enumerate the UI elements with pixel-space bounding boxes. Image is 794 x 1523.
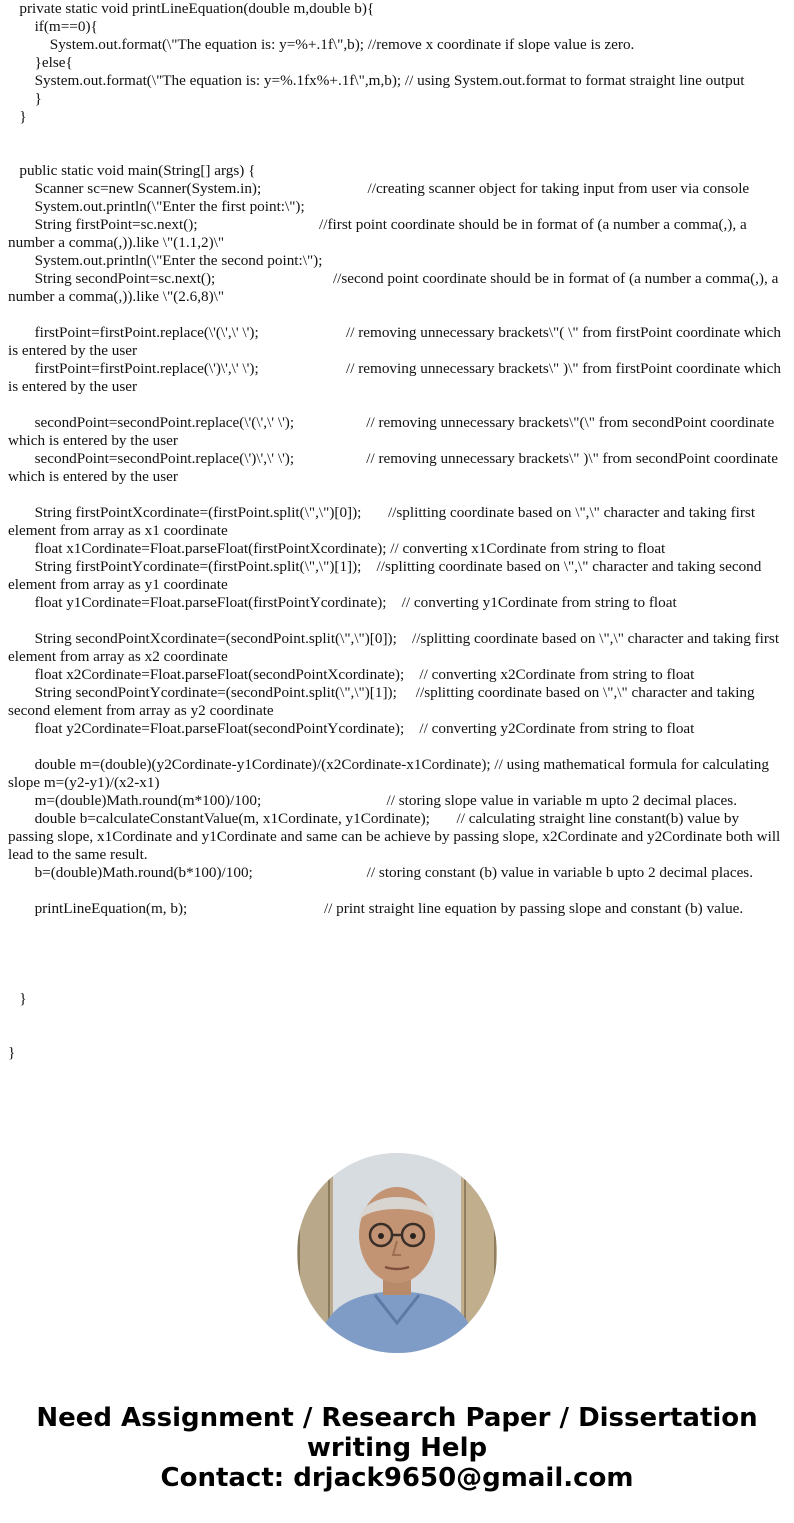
code-line: float x1Cordinate=Float.parseFloat(firstPointXcordinate); // converting x1Cordinate from string to float <box>8 540 666 557</box>
code-line <box>8 612 786 630</box>
code-line: String secondPointYcordinate=(secondPoint.split(\",\")[1]); //splitting coordinate based on \",\" character and taking second element from array as y2 coordinate <box>8 684 759 719</box>
code-line: String firstPoint=sc.next(); //first point coordinate should be in format of (a number a comma(,), a number a comma(,)).like \"(1.1,2)\" <box>8 216 751 251</box>
code-line: System.out.println(\"Enter the second point:\"); <box>8 252 323 269</box>
code-line: System.out.format(\"The equation is: y=%+.1f\",b); //remove x coordinate if slope value is zero. <box>8 36 635 53</box>
code-line: float x2Cordinate=Float.parseFloat(secondPointXcordinate); // converting x2Cordinate from string to float <box>8 666 695 683</box>
code-line: String firstPointXcordinate=(firstPoint.split(\",\")[0]); //splitting coordinate based on \",\" character and taking first element from array as x1 coordinate <box>8 504 759 539</box>
code-line: String secondPointXcordinate=(secondPoint.split(\",\")[0]); //splitting coordinate based on \",\" character and taking first element from array as x2 coordinate <box>8 630 783 665</box>
code-line: printLineEquation(m, b); // print straight line equation by passing slope and constant (b) value. <box>8 900 744 917</box>
code-line <box>8 306 786 324</box>
code-line: } <box>8 1044 16 1061</box>
footer-headline: Need Assignment / Research Paper / Dissertation <box>36 1403 758 1433</box>
footer-contact <box>0 1463 794 1493</box>
code-line: System.out.println(\"Enter the first point:\"); <box>8 198 305 215</box>
code-line <box>8 1026 786 1044</box>
code-line: } <box>8 108 27 125</box>
code-line: secondPoint=secondPoint.replace(\'(\',\' \'); // removing unnecessary brackets\"(\" from secondPoint coordinate which is entered by the user <box>8 414 779 449</box>
code-line <box>8 396 786 414</box>
code-line: Scanner sc=new Scanner(System.in); //creating scanner object for taking input from user via console <box>8 180 750 197</box>
code-line <box>8 882 786 900</box>
code-line <box>8 738 786 756</box>
author-photo <box>297 1153 497 1353</box>
code-line: String firstPointYcordinate=(firstPoint.split(\",\")[1]); //splitting coordinate based on \",\" character and taking second element from array as y1 coordinate <box>8 558 766 593</box>
code-listing <box>8 0 786 1062</box>
code-line: float y1Cordinate=Float.parseFloat(firstPointYcordinate); // converting y1Cordinate from string to float <box>8 594 677 611</box>
code-line: System.out.format(\"The equation is: y=%.1fx%+.1f\",m,b); // using System.out.format to format straight line output <box>8 72 745 89</box>
code-line: firstPoint=firstPoint.replace(\')\',\' \'); // removing unnecessary brackets\" )\" from firstPoint coordinate which is entered by the user <box>8 360 785 395</box>
code-line: secondPoint=secondPoint.replace(\')\',\' \'); // removing unnecessary brackets\" )\" from secondPoint coordinate which is entered by the user <box>8 450 782 485</box>
code-line: private static void printLineEquation(double m,double b){ <box>8 0 375 17</box>
code-line: m=(double)Math.round(m*100)/100; // storing slope value in variable m upto 2 decimal places. <box>8 792 737 809</box>
code-line <box>8 918 786 936</box>
footer-banner <box>0 1403 794 1493</box>
code-line: b=(double)Math.round(b*100)/100; // storing constant (b) value in variable b upto 2 decimal places. <box>8 864 754 881</box>
code-line <box>8 1008 786 1026</box>
code-line: public static void main(String[] args) { <box>8 162 256 179</box>
code-line <box>8 972 786 990</box>
contact-label: Contact: <box>160 1463 294 1493</box>
contact-email-link[interactable]: drjack9650@gmail.com <box>293 1463 634 1493</box>
code-line: String secondPoint=sc.next(); //second point coordinate should be in format of (a number a comma(,), a number a comma(,)).like \"(2.6,8)\" <box>8 270 783 305</box>
code-line: firstPoint=firstPoint.replace(\'(\',\' \'); // removing unnecessary brackets\"( \" from firstPoint coordinate which is entered by the user <box>8 324 785 359</box>
footer-subheadline: writing Help <box>306 1433 488 1463</box>
code-line: double m=(double)(y2Cordinate-y1Cordinate)/(x2Cordinate-x1Cordinate); // using mathematical formula for calculating slope m=(y2-y1)/(x2-x1) <box>8 756 773 791</box>
code-line <box>8 126 786 144</box>
code-line: if(m==0){ <box>8 18 98 35</box>
code-line <box>8 144 786 162</box>
code-line: float y2Cordinate=Float.parseFloat(secondPointYcordinate); // converting y2Cordinate from string to float <box>8 720 695 737</box>
code-line <box>8 954 786 972</box>
code-line: double b=calculateConstantValue(m, x1Cordinate, y1Cordinate); // calculating straight line constant(b) value by passing slope, x1Cordinate and y1Cordinate and same can be achieve by passing slope, x2Cordinate and y2Cordinate both will lead to the same result. <box>8 810 785 863</box>
code-line: } <box>8 90 42 107</box>
code-line: }else{ <box>8 54 73 71</box>
code-line <box>8 936 786 954</box>
code-line: } <box>8 990 27 1007</box>
code-line <box>8 486 786 504</box>
